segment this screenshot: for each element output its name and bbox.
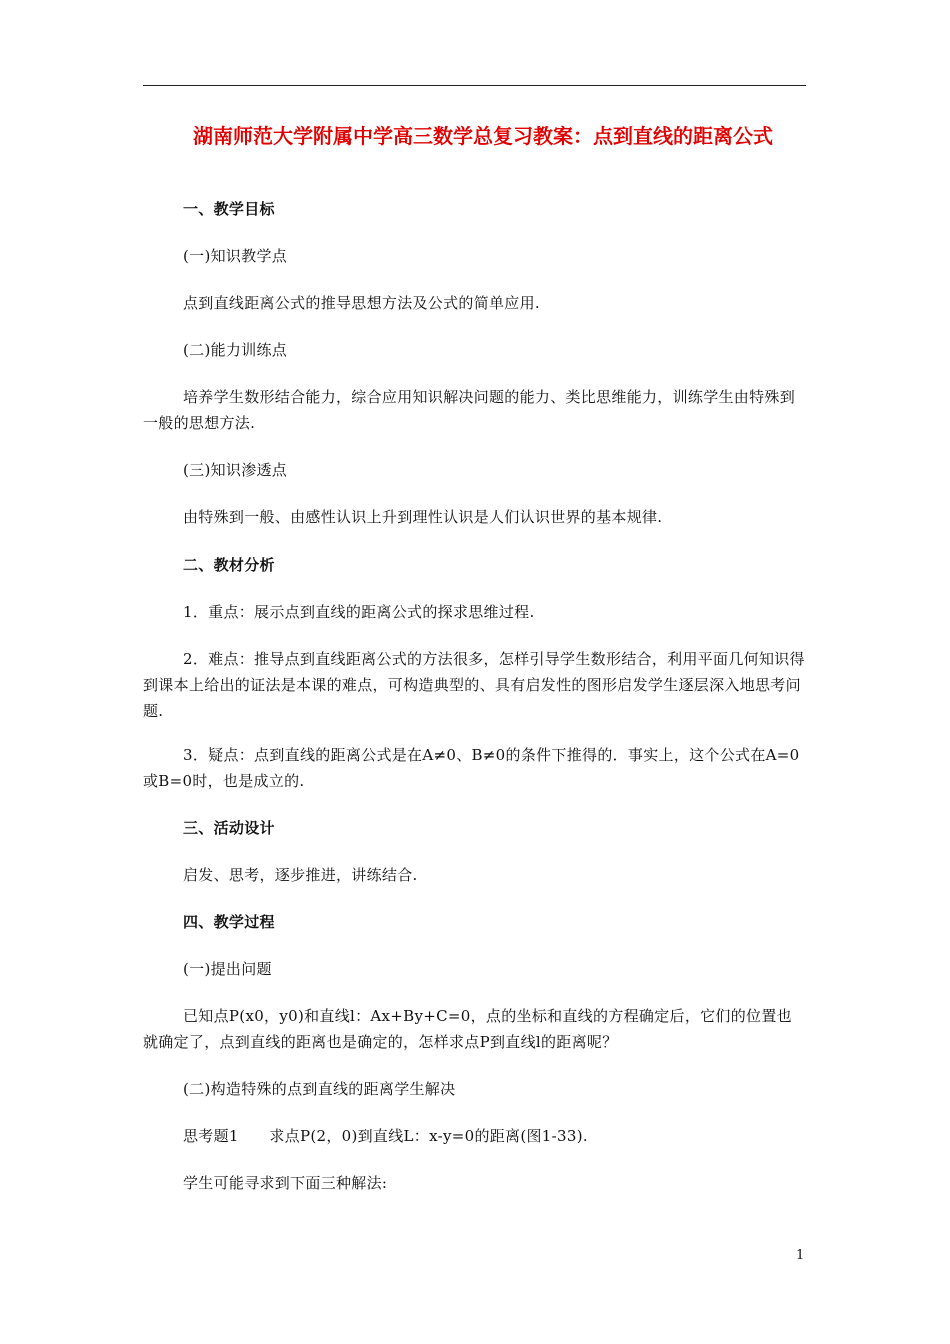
- paragraph: 3．疑点：点到直线的距离公式是在A≠0、B≠0的条件下推得的．事实上，这个公式在A=0或B=0时，也是成立的.: [143, 746, 800, 790]
- paragraph: 启发、思考，逐步推进，讲练结合.: [183, 866, 418, 884]
- section-heading-activity: 三、活动设计: [183, 819, 275, 837]
- page-number: 1: [796, 1248, 805, 1263]
- paragraph: 由特殊到一般、由感性认识上升到理性认识是人们认识世界的基本规律.: [183, 508, 663, 526]
- subheading-knowledge-points: (一)知识教学点: [183, 247, 288, 265]
- subheading-special-case: (二)构造特殊的点到直线的距离学生解决: [183, 1080, 456, 1098]
- subheading-raise-question: (一)提出问题: [183, 960, 272, 978]
- section-heading-process: 四、教学过程: [183, 913, 275, 931]
- paragraph: 点到直线距离公式的推导思想方法及公式的简单应用.: [183, 294, 540, 312]
- paragraph: 1．重点：展示点到直线的距离公式的探求思维过程.: [183, 603, 535, 621]
- section-heading-analysis: 二、教材分析: [183, 556, 275, 574]
- paragraph: 培养学生数形结合能力，综合应用知识解决问题的能力、类比思维能力，训练学生由特殊到一般的思想方法.: [143, 388, 796, 432]
- subheading-ability-points: (二)能力训练点: [183, 341, 288, 359]
- paragraph: 2．难点：推导点到直线距离公式的方法很多，怎样引导学生数形结合，利用平面几何知识得到课本上给出的证法是本课的难点，可构造典型的、具有启发性的图形启发学生逐层深入地思考问题.: [143, 650, 805, 720]
- paragraph: 学生可能寻求到下面三种解法:: [183, 1174, 388, 1192]
- header-rule: [143, 85, 806, 86]
- section-heading-objectives: 一、教学目标: [183, 200, 275, 218]
- document-title: 湖南师范大学附属中学高三数学总复习教案：点到直线的距离公式: [193, 124, 773, 148]
- paragraph: 思考题1 求点P(2，0)到直线L：x-y=0的距离(图1-33).: [183, 1127, 588, 1145]
- subheading-penetration-points: (三)知识渗透点: [183, 461, 288, 479]
- paragraph: 已知点P(x0，y0)和直线l：Ax+By+C=0，点的坐标和直线的方程确定后，它们的位置也就确定了，点到直线的距离也是确定的，怎样求点P到直线l的距离呢？: [143, 1007, 792, 1051]
